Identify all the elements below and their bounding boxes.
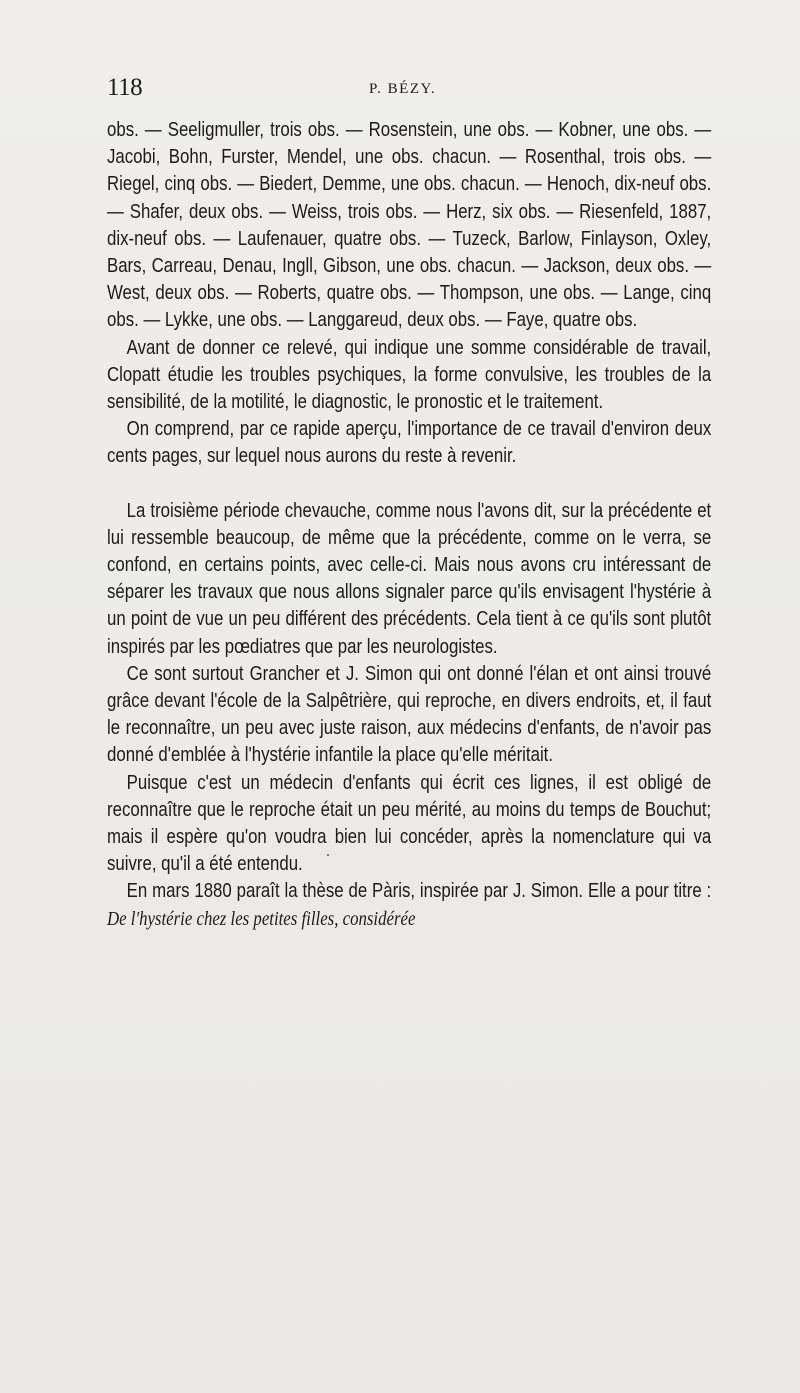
page-number: 118 bbox=[107, 74, 143, 101]
paragraph-medecin-enfants: Puisque c'est un médecin d'enfants qui écrit ces lignes, il est obligé de reconnaître que le reproche était un peu mérité, au moins du temps de Bouchut; mais il espère qu'on voudra bien lui concéder, après la nomenclature qui va suivre, qu'il a été entendu. bbox=[107, 770, 712, 876]
paragraph-grancher-simon: Ce sont surtout Grancher et J. Simon qui ont donné l'élan et ont ainsi trouvé grâce devant l'école de la Salpêtrière, qui reproche, en divers endroits, et, il faut le reconnaître, un peu avec juste raison, aux médecins d'enfants, de n'avoir pas donné d'emblée à l'hystérie infantile la place qu'elle méritait. bbox=[107, 661, 712, 767]
thesis-title: De l'hystérie chez les petites filles, considérée bbox=[107, 907, 416, 930]
body-text bbox=[107, 116, 711, 933]
these-paris-text: En mars 1880 paraît la thèse de Pàris, inspirée par J. Simon. Elle a pour titre : bbox=[126, 879, 712, 903]
page-header bbox=[107, 74, 711, 102]
running-head: P. BÉZY. bbox=[369, 81, 437, 97]
paragraph-these-paris bbox=[107, 877, 711, 932]
paragraph-apercu: On comprend, par ce rapide aperçu, l'importance de ce travail d'environ deux cents pages, sur lequel nous aurons du reste à revenir. bbox=[107, 417, 712, 468]
scan-speck bbox=[327, 854, 329, 856]
paragraph-clopatt: Avant de donner ce relevé, qui indique une somme considérable de travail, Clopatt étudie les troubles psychiques, la forme convulsive, les troubles de la sensibilité, de la motilité, le diagnostic, le pronostic et le traitement. bbox=[107, 335, 712, 414]
paragraph-observations-list: obs. — Seeligmuller, trois obs. — Rosenstein, une obs. — Kobner, une obs. — Jacobi, Bohn, Furster, Mendel, une obs. chacun. — Rosenthal, trois obs. — Riegel, cinq obs. — Biedert, Demme, une obs. chacun. — Henoch, dix-neuf obs. — Shafer, deux obs. — Weiss, trois obs. — Herz, six obs. — Riesenfeld, 1887, dix-neuf obs. — Laufenauer, quatre obs. — Tuzeck, Barlow, Finlayson, Oxley, Bars, Carreau, Denau, Ingll, Gibson, une obs. chacun. — Jackson, deux obs. — West, deux obs. — Roberts, quatre obs. — Thompson, une obs. — Lange, cinq obs. — Lykke, une obs. — Langgareud, deux obs. — Faye, quatre obs. bbox=[107, 118, 712, 332]
paragraph-troisieme-periode: La troisième période chevauche, comme nous l'avons dit, sur la précédente et lui ressemble beaucoup, de même que la précédente, comme on le verra, se confond, en certains points, avec celle-ci. Mais nous avons cru intéressant de séparer les travaux que nous allons signaler parce qu'ils envisagent l'hystérie à un point de vue un peu différent des précédents. Cela tient à ce qu'ils sont plutôt inspirés par les pœdiatres que par les neurologistes. bbox=[107, 498, 712, 658]
section-gap bbox=[107, 470, 711, 497]
